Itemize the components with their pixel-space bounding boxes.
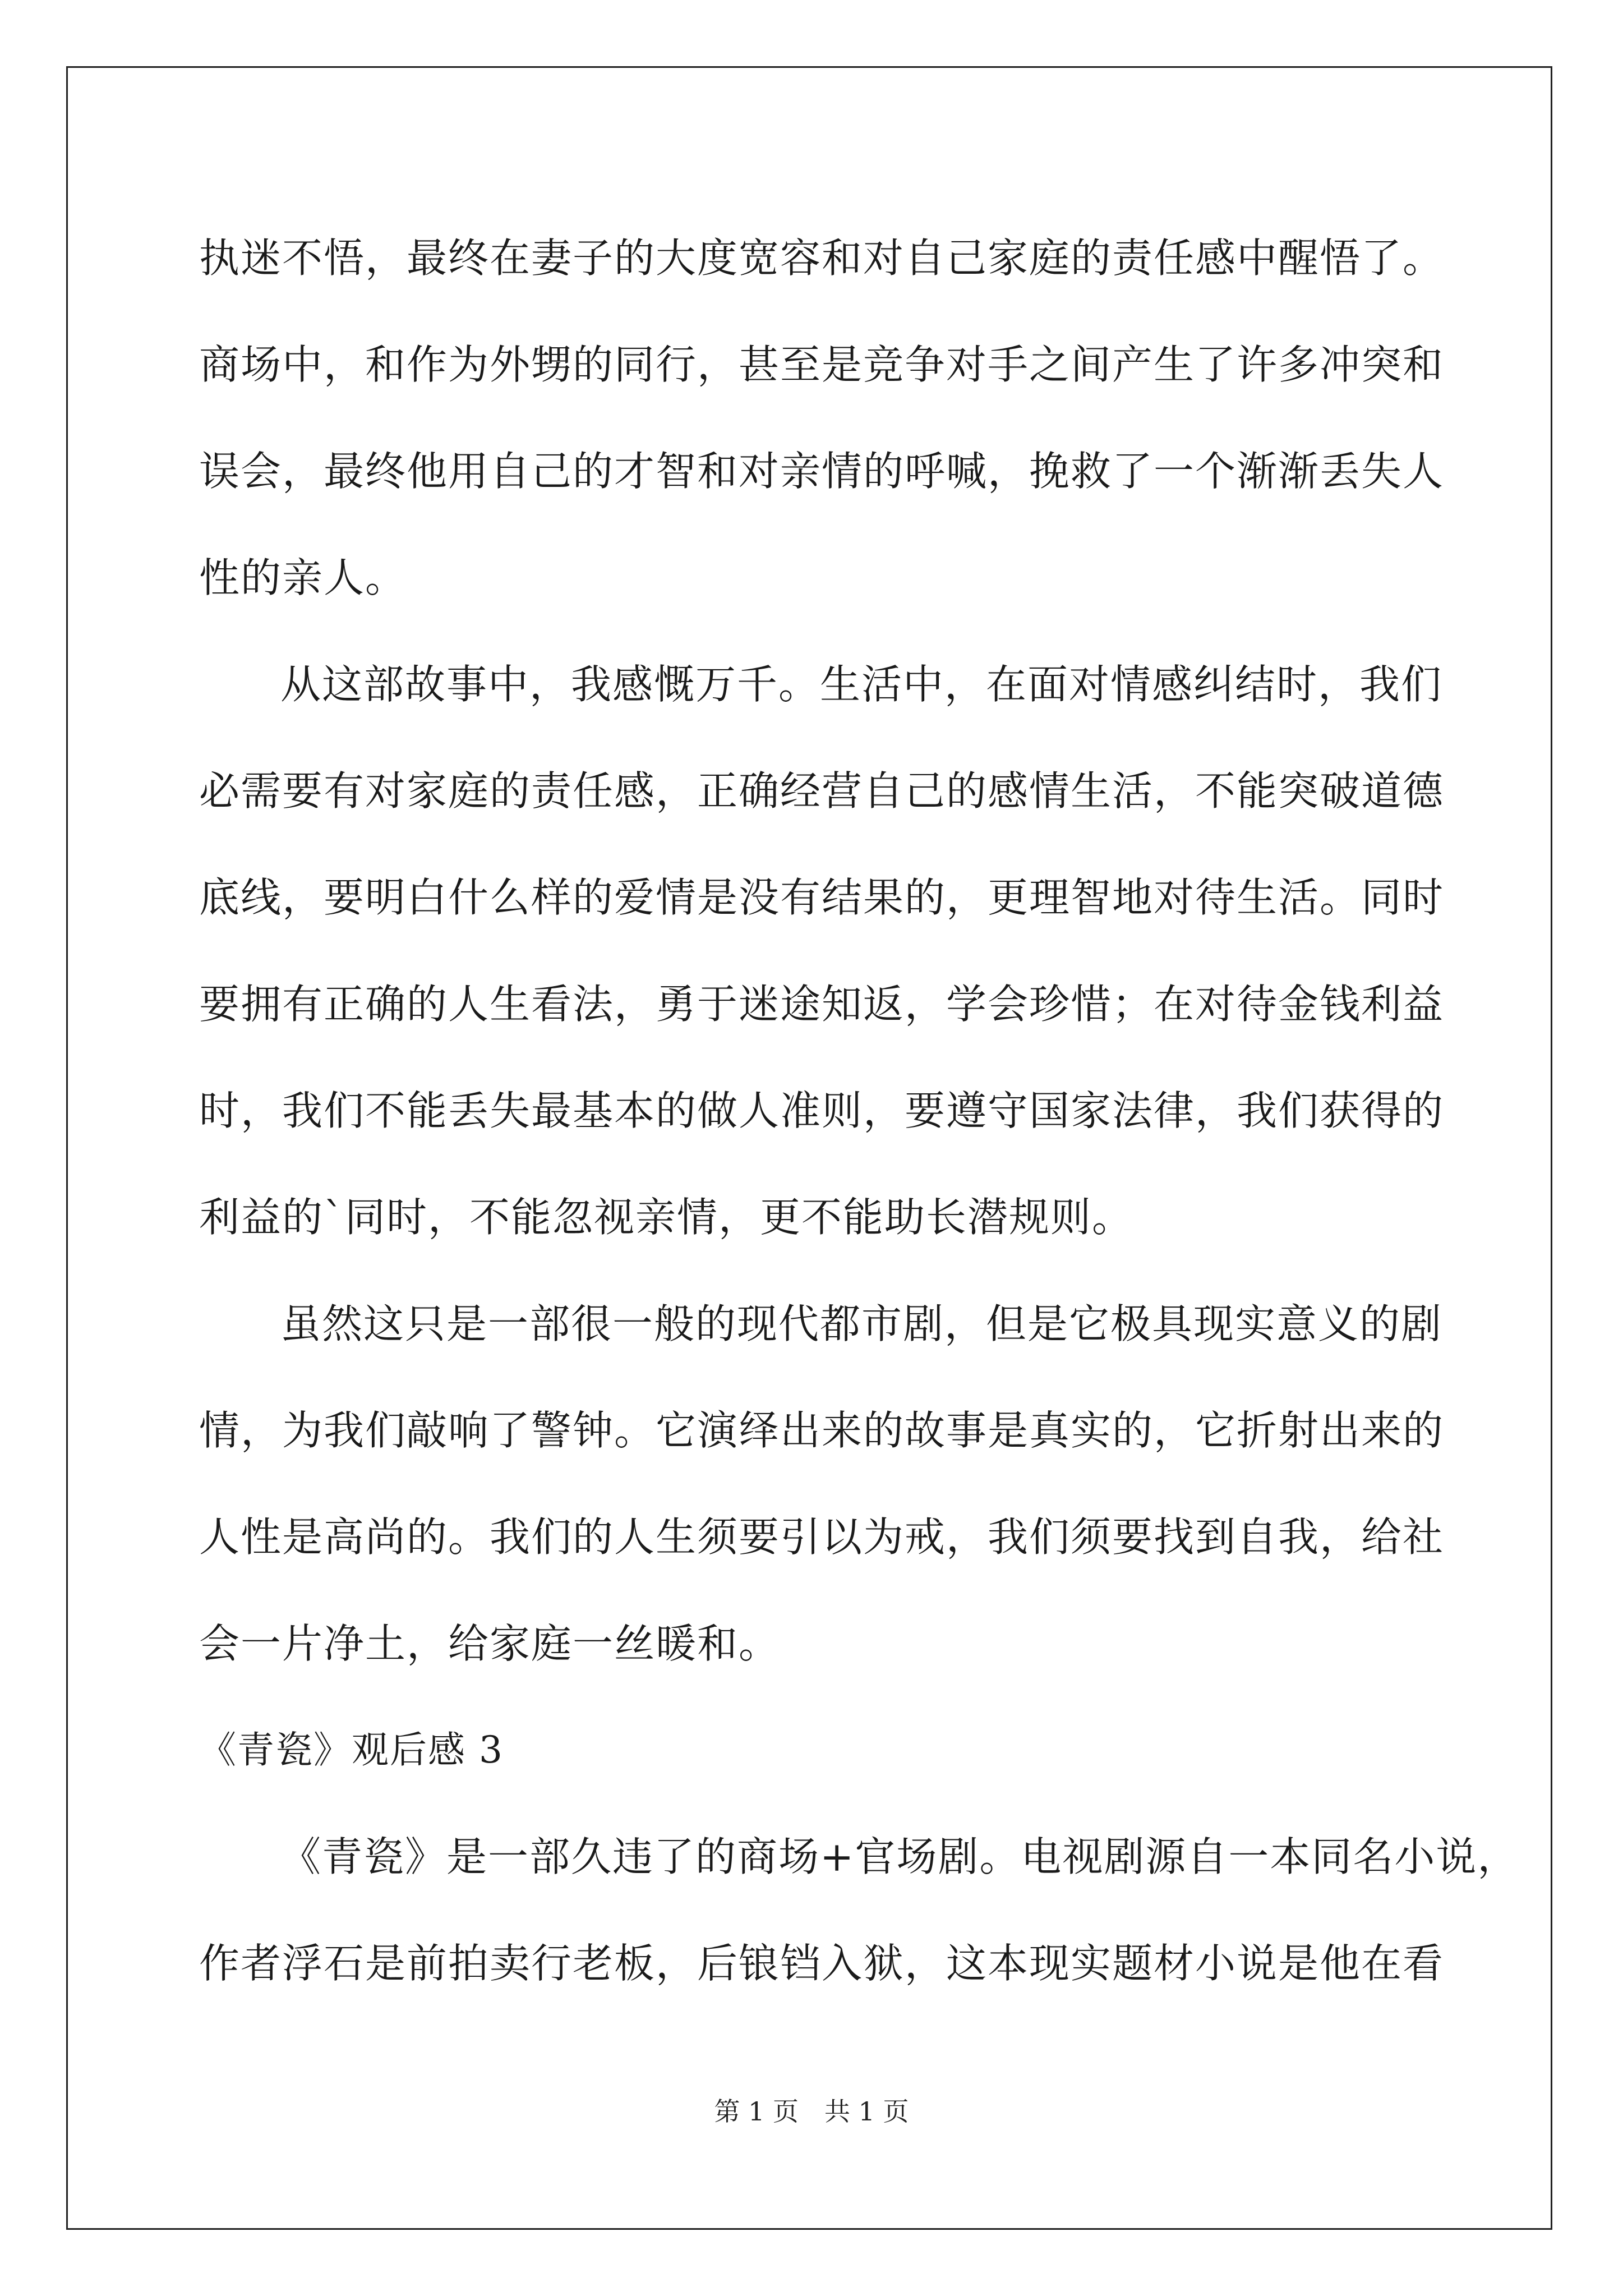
- text-line: 会一片净土，给家庭一丝暖和。: [199, 1620, 781, 1667]
- paragraph-start-line: 虽然这只是一部很一般的现代都市剧，但是它极具现实意义的剧: [280, 1300, 1443, 1347]
- paragraph-start-line: 从这部故事中，我感慨万千。生活中，在面对情感纠结时，我们: [280, 661, 1443, 708]
- page-footer: 第 1 页 共 1 页: [714, 2096, 909, 2127]
- text-line: 执迷不悟，最终在妻子的大度宽容和对自己家庭的责任感中醒悟了。: [199, 234, 1445, 282]
- text-line: 利益的`同时，不能忽视亲情，更不能助长潜规则。: [199, 1194, 1134, 1241]
- text-line: 情，为我们敲响了警钟。它演绎出来的故事是真实的，它折射出来的: [199, 1407, 1445, 1454]
- paragraph-start-line: 《青瓷》是一部久违了的商场+官场剧。电视剧源自一本同名小说，: [280, 1833, 1519, 1880]
- text-line: 误会，最终他用自己的才智和对亲情的呼喊，挽救了一个渐渐丢失人: [199, 448, 1445, 495]
- text-line: 底线，要明白什么样的爱情是没有结果的，更理智地对待生活。同时: [199, 874, 1445, 921]
- text-line: 人性是高尚的。我们的人生须要引以为戒，我们须要找到自我，给社: [199, 1513, 1445, 1561]
- text-line: 时，我们不能丢失最基本的做人准则，要遵守国家法律，我们获得的: [199, 1087, 1445, 1134]
- text-line: 作者浮石是前拍卖行老板，后锒铛入狱，这本现实题材小说是他在看: [199, 1940, 1445, 1987]
- text-line: 性的亲人。: [199, 554, 407, 601]
- text-line: 必需要有对家庭的责任感，正确经营自己的感情生活，不能突破道德: [199, 767, 1445, 815]
- section-heading: 《青瓷》观后感 3: [199, 1728, 504, 1772]
- text-line: 商场中，和作为外甥的同行，甚至是竞争对手之间产生了许多冲突和: [199, 341, 1445, 388]
- document-body: [199, 205, 1519, 2017]
- text-line: 要拥有正确的人生看法，勇于迷途知返，学会珍惜；在对待金钱利益: [199, 981, 1445, 1028]
